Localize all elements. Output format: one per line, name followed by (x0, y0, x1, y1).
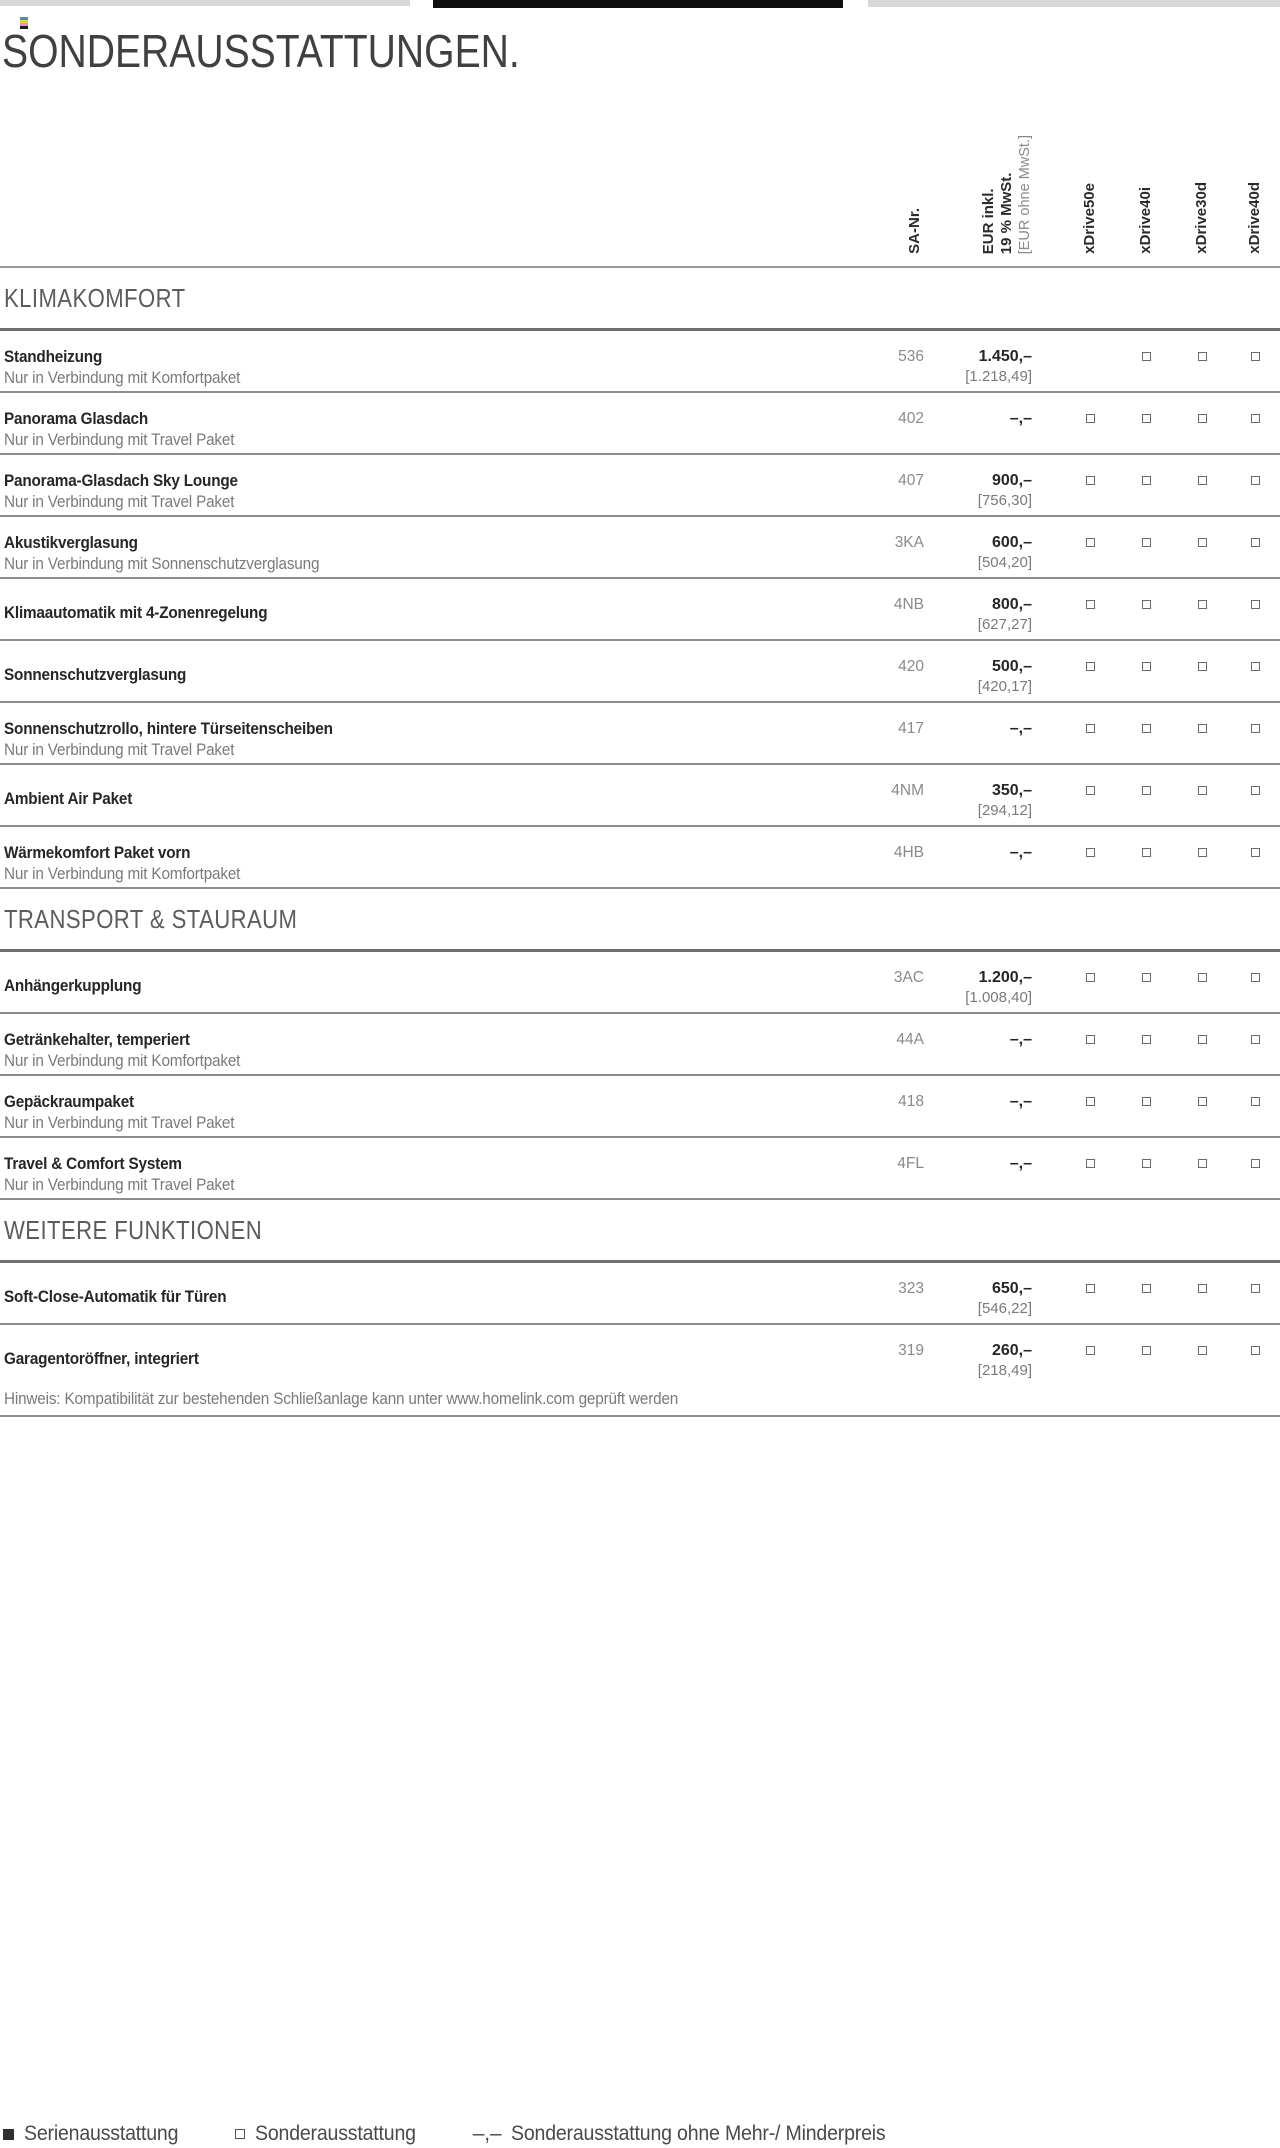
option-checkbox-icon (1251, 973, 1260, 982)
table-row (0, 641, 1280, 703)
option-checkbox-icon (1198, 786, 1207, 795)
table-row (0, 455, 1280, 517)
option-checkbox-icon (1142, 1097, 1151, 1106)
option-checkbox-icon (1198, 662, 1207, 671)
availability-cell-xdrive40i (1118, 1263, 1174, 1323)
option-checkbox-icon (1198, 476, 1207, 485)
availability-cell-xdrive40i (1118, 1076, 1174, 1136)
option-checkbox-icon (1086, 1284, 1095, 1293)
availability-cell-xdrive40d (1230, 1076, 1280, 1136)
option-checkbox-icon (1198, 1346, 1207, 1355)
option-checkbox-icon (1086, 600, 1095, 609)
option-name: Sonnenschutzverglasung (4, 665, 187, 684)
sa-number: 402 (898, 410, 924, 427)
option-checkbox-icon (1086, 1035, 1095, 1044)
section-title: TRANSPORT & STAURAUM (0, 889, 1280, 952)
option-label-cell (4, 703, 850, 763)
price-cell (924, 455, 1034, 515)
sa-number: 319 (898, 1342, 924, 1359)
option-note: Nur in Verbindung mit Komfortpaket (4, 1051, 241, 1070)
sa-number: 3KA (894, 534, 924, 551)
availability-cell-xdrive50e (1062, 579, 1118, 639)
availability-cell-xdrive40i (1118, 765, 1174, 825)
option-checkbox-icon (1086, 1346, 1095, 1355)
price-gross: –,– (1009, 720, 1032, 737)
availability-cell-xdrive40d (1230, 952, 1280, 1012)
option-note: Nur in Verbindung mit Travel Paket (4, 1113, 235, 1132)
option-name: Soft-Close-Automatik für Türen (4, 1287, 227, 1306)
availability-cell-xdrive40i (1118, 393, 1174, 453)
table-row (0, 517, 1280, 579)
availability-cell-xdrive40d (1230, 765, 1280, 825)
option-name: Ambient Air Paket (4, 789, 133, 808)
option-checkbox-icon (1251, 662, 1260, 671)
option-label-cell (4, 455, 850, 515)
option-name: Standheizung (4, 347, 103, 366)
price-cell (924, 1325, 1034, 1387)
option-checkbox-icon (1251, 786, 1260, 795)
availability-cell-xdrive50e (1062, 455, 1118, 515)
availability-cell-xdrive50e (1062, 827, 1118, 887)
option-label-cell (4, 765, 850, 825)
option-checkbox-icon (1251, 1035, 1260, 1044)
price-gross: –,– (1009, 844, 1032, 861)
option-label-cell (4, 1325, 850, 1387)
availability-cell-xdrive40d (1230, 827, 1280, 887)
option-checkbox-icon (1086, 724, 1095, 733)
option-checkbox-icon (1198, 414, 1207, 423)
price-net: [218,49] (977, 1362, 1032, 1379)
option-checkbox-icon (1251, 600, 1260, 609)
option-checkbox-icon (1142, 538, 1151, 547)
sa-number: 323 (898, 1280, 924, 1297)
footer-legend (3, 2122, 914, 2146)
sa-number: 4NB (893, 596, 924, 613)
option-name: Travel & Comfort System (4, 1154, 182, 1173)
sa-number: 44A (896, 1031, 924, 1048)
table-row (0, 1138, 1280, 1200)
option-checkbox-icon (1142, 848, 1151, 857)
legend-item-sonderausstattung: Sonderausstattung (235, 2122, 428, 2146)
option-checkbox-icon (1251, 414, 1260, 423)
table-row (0, 703, 1280, 765)
dash-price-symbol: –,– (472, 2122, 502, 2145)
option-checkbox-icon (1086, 973, 1095, 982)
sa-number: 536 (898, 348, 924, 365)
page-title: SONDERAUSSTATTUNGEN. (2, 25, 520, 77)
price-gross: 600,– (991, 534, 1032, 551)
price-gross: 260,– (991, 1342, 1032, 1359)
price-gross: 800,– (991, 596, 1032, 613)
option-name: Sonnenschutzrollo, hintere Türseitenscheiben (4, 719, 333, 738)
option-checkbox-icon (1142, 476, 1151, 485)
availability-cell-xdrive50e (1062, 331, 1118, 391)
price-cell (924, 703, 1034, 763)
section-title: WEITERE FUNKTIONEN (0, 1200, 1280, 1263)
option-checkbox-icon (1198, 973, 1207, 982)
availability-cell-xdrive50e (1062, 1014, 1118, 1074)
section-title: KLIMAKOMFORT (0, 268, 1280, 331)
table-body (0, 268, 1280, 1387)
availability-cell-xdrive40i (1118, 641, 1174, 701)
option-label-cell (4, 1076, 850, 1136)
option-note: Nur in Verbindung mit Komfortpaket (4, 864, 241, 883)
option-name: Getränkehalter, temperiert (4, 1030, 190, 1049)
option-checkbox-icon (1251, 352, 1260, 361)
price-header-line3: [EUR ohne MwSt.] (1017, 134, 1033, 254)
option-checkbox-icon (1142, 600, 1151, 609)
table-row (0, 1014, 1280, 1076)
availability-cell-xdrive30d (1174, 579, 1230, 639)
top-bar-black (433, 0, 843, 8)
option-name: Panorama Glasdach (4, 409, 149, 428)
availability-cell-xdrive40i (1118, 331, 1174, 391)
option-label-cell (4, 1014, 850, 1074)
price-gross: –,– (1009, 1093, 1032, 1110)
availability-cell-xdrive30d (1174, 1076, 1230, 1136)
price-net: [756,30] (977, 492, 1032, 509)
availability-cell-xdrive40d (1230, 703, 1280, 763)
availability-cell-xdrive50e (1062, 517, 1118, 577)
availability-cell-xdrive40i (1118, 517, 1174, 577)
column-header-xdrive50e: xDrive50e (1081, 183, 1098, 254)
price-gross: 650,– (991, 1280, 1032, 1297)
option-checkbox-icon (1086, 476, 1095, 485)
price-net: [1.218,49] (965, 368, 1032, 385)
option-checkbox-icon (1142, 352, 1151, 361)
option-checkbox-icon (1142, 724, 1151, 733)
option-checkbox-icon (1251, 848, 1260, 857)
open-square-icon (235, 2129, 245, 2139)
availability-cell-xdrive40d (1230, 1014, 1280, 1074)
option-name: Panorama-Glasdach Sky Lounge (4, 471, 238, 490)
option-note: Nur in Verbindung mit Travel Paket (4, 492, 235, 511)
availability-cell-xdrive40i (1118, 952, 1174, 1012)
option-checkbox-icon (1251, 724, 1260, 733)
table-row (0, 1325, 1280, 1387)
sa-number: 418 (898, 1093, 924, 1110)
sa-number: 4NM (891, 782, 924, 799)
option-label-cell (4, 517, 850, 577)
option-checkbox-icon (1198, 1035, 1207, 1044)
price-net: [420,17] (977, 678, 1032, 695)
option-checkbox-icon (1086, 1097, 1095, 1106)
availability-cell-xdrive40d (1230, 331, 1280, 391)
availability-cell-xdrive40i (1118, 579, 1174, 639)
price-header-line1: EUR inkl. (980, 188, 997, 254)
option-checkbox-icon (1142, 1159, 1151, 1168)
filled-square-icon (3, 2129, 14, 2140)
availability-cell-xdrive30d (1174, 827, 1230, 887)
option-label-cell (4, 1138, 850, 1198)
option-name: Anhängerkupplung (4, 976, 142, 995)
option-checkbox-icon (1198, 848, 1207, 857)
price-net: [504,20] (977, 554, 1032, 571)
availability-cell-xdrive50e (1062, 1076, 1118, 1136)
option-checkbox-icon (1086, 538, 1095, 547)
sa-number: 420 (898, 658, 924, 675)
option-checkbox-icon (1086, 1159, 1095, 1168)
availability-cell-xdrive30d (1174, 1263, 1230, 1323)
column-header-xdrive40i: xDrive40i (1137, 187, 1154, 254)
availability-cell-xdrive30d (1174, 1014, 1230, 1074)
option-checkbox-icon (1142, 1035, 1151, 1044)
option-checkbox-icon (1251, 1159, 1260, 1168)
table-row (0, 765, 1280, 827)
option-label-cell (4, 393, 850, 453)
option-label-cell (4, 1263, 850, 1323)
availability-cell-xdrive30d (1174, 517, 1230, 577)
homelink-hint: Hinweis: Kompatibilität zur bestehenden Schließanlage kann unter www.homelink.com geprüft werden (0, 1387, 1280, 1417)
availability-cell-xdrive50e (1062, 765, 1118, 825)
price-net: [627,27] (977, 616, 1032, 633)
option-note: Nur in Verbindung mit Travel Paket (4, 740, 235, 759)
option-label-cell (4, 579, 850, 639)
price-gross: 1.450,– (978, 348, 1032, 365)
price-cell (924, 952, 1034, 1012)
option-checkbox-icon (1086, 786, 1095, 795)
availability-cell-xdrive40d (1230, 579, 1280, 639)
price-cell (924, 641, 1034, 701)
sa-number: 417 (898, 720, 924, 737)
option-checkbox-icon (1086, 414, 1095, 423)
option-checkbox-icon (1086, 848, 1095, 857)
table-row (0, 579, 1280, 641)
price-net: [546,22] (977, 1300, 1032, 1317)
top-bar-gray-right (868, 0, 1280, 7)
availability-cell-xdrive50e (1062, 1325, 1118, 1387)
price-gross: 500,– (991, 658, 1032, 675)
column-header-xdrive30d: xDrive30d (1193, 182, 1210, 254)
availability-cell-xdrive50e (1062, 952, 1118, 1012)
sa-number: 4FL (897, 1155, 924, 1172)
price-cell (924, 827, 1034, 887)
price-cell (924, 579, 1034, 639)
option-checkbox-icon (1251, 538, 1260, 547)
option-label-cell (4, 331, 850, 391)
availability-cell-xdrive30d (1174, 1138, 1230, 1198)
option-name: Garagentoröffner, integriert (4, 1349, 199, 1368)
option-name: Akustikverglasung (4, 533, 138, 552)
price-cell (924, 331, 1034, 391)
option-checkbox-icon (1251, 1284, 1260, 1293)
availability-cell-xdrive40i (1118, 455, 1174, 515)
table-row (0, 1076, 1280, 1138)
availability-cell-xdrive30d (1174, 703, 1230, 763)
option-checkbox-icon (1142, 1346, 1151, 1355)
option-note: Nur in Verbindung mit Komfortpaket (4, 368, 241, 387)
price-cell (924, 517, 1034, 577)
availability-cell-xdrive30d (1174, 455, 1230, 515)
option-note: Nur in Verbindung mit Travel Paket (4, 1175, 235, 1194)
option-checkbox-icon (1198, 600, 1207, 609)
price-cell (924, 1138, 1034, 1198)
option-checkbox-icon (1198, 1284, 1207, 1293)
price-gross: –,– (1009, 1155, 1032, 1172)
column-header-xdrive40d: xDrive40d (1246, 182, 1263, 254)
option-checkbox-icon (1198, 1159, 1207, 1168)
option-checkbox-icon (1251, 476, 1260, 485)
availability-cell-xdrive30d (1174, 1325, 1230, 1387)
price-cell (924, 1014, 1034, 1074)
price-gross: 350,– (991, 782, 1032, 799)
availability-cell-xdrive30d (1174, 393, 1230, 453)
option-label-cell (4, 827, 850, 887)
option-checkbox-icon (1251, 1346, 1260, 1355)
option-checkbox-icon (1198, 724, 1207, 733)
availability-cell-xdrive40d (1230, 455, 1280, 515)
availability-cell-xdrive50e (1062, 393, 1118, 453)
option-checkbox-icon (1251, 1097, 1260, 1106)
table-row (0, 827, 1280, 889)
availability-cell-xdrive50e (1062, 641, 1118, 701)
availability-cell-xdrive40d (1230, 641, 1280, 701)
option-label-cell (4, 952, 850, 1012)
option-checkbox-icon (1198, 538, 1207, 547)
column-header-sa-nr: SA-Nr. (906, 208, 923, 254)
availability-cell-xdrive50e (1062, 703, 1118, 763)
option-checkbox-icon (1198, 1097, 1207, 1106)
price-net: [294,12] (977, 802, 1032, 819)
option-checkbox-icon (1086, 662, 1095, 671)
option-checkbox-icon (1142, 662, 1151, 671)
option-label-cell (4, 641, 850, 701)
option-checkbox-icon (1142, 414, 1151, 423)
sa-number: 3AC (893, 969, 924, 986)
price-gross: –,– (1009, 1031, 1032, 1048)
legend-item-ohne-mehrpreis: –,– Sonderausstattung ohne Mehr-/ Minderpreis (472, 2122, 886, 2145)
availability-cell-xdrive50e (1062, 1263, 1118, 1323)
sa-number: 4HB (893, 844, 924, 861)
price-cell (924, 393, 1034, 453)
availability-cell-xdrive40i (1118, 703, 1174, 763)
price-gross: –,– (1009, 410, 1032, 427)
option-checkbox-icon (1142, 973, 1151, 982)
top-bar-gray-left (0, 0, 410, 6)
sa-number: 407 (898, 472, 924, 489)
table-row (0, 331, 1280, 393)
availability-cell-xdrive40i (1118, 827, 1174, 887)
availability-cell-xdrive40i (1118, 1138, 1174, 1198)
availability-cell-xdrive40d (1230, 393, 1280, 453)
option-checkbox-icon (1198, 352, 1207, 361)
legend-item-serienausstattung: Serienausstattung (3, 2122, 190, 2146)
availability-cell-xdrive30d (1174, 331, 1230, 391)
option-note: Nur in Verbindung mit Travel Paket (4, 430, 235, 449)
availability-cell-xdrive40i (1118, 1014, 1174, 1074)
availability-cell-xdrive30d (1174, 765, 1230, 825)
option-checkbox-icon (1142, 1284, 1151, 1293)
price-header-line2: 19 % MwSt. (998, 172, 1015, 254)
availability-cell-xdrive40d (1230, 1325, 1280, 1387)
option-name: Klimaautomatik mit 4-Zonenregelung (4, 603, 268, 622)
price-gross: 1.200,– (978, 969, 1032, 986)
options-table (0, 84, 1280, 1417)
availability-cell-xdrive30d (1174, 641, 1230, 701)
option-checkbox-icon (1142, 786, 1151, 795)
availability-cell-xdrive40i (1118, 1325, 1174, 1387)
option-name: Gepäckraumpaket (4, 1092, 134, 1111)
availability-cell-xdrive40d (1230, 1263, 1280, 1323)
table-row (0, 393, 1280, 455)
price-net: [1.008,40] (965, 989, 1032, 1006)
option-name: Wärmekomfort Paket vorn (4, 843, 191, 862)
table-row (0, 1263, 1280, 1325)
price-gross: 900,– (991, 472, 1032, 489)
table-row (0, 952, 1280, 1014)
price-cell (924, 765, 1034, 825)
price-cell (924, 1076, 1034, 1136)
price-cell (924, 1263, 1034, 1323)
availability-cell-xdrive50e (1062, 1138, 1118, 1198)
availability-cell-xdrive40d (1230, 517, 1280, 577)
column-header-price (980, 135, 1034, 266)
availability-cell-xdrive40d (1230, 1138, 1280, 1198)
table-header (0, 84, 1280, 268)
availability-cell-xdrive30d (1174, 952, 1230, 1012)
option-note: Nur in Verbindung mit Sonnenschutzverglasung (4, 554, 320, 573)
